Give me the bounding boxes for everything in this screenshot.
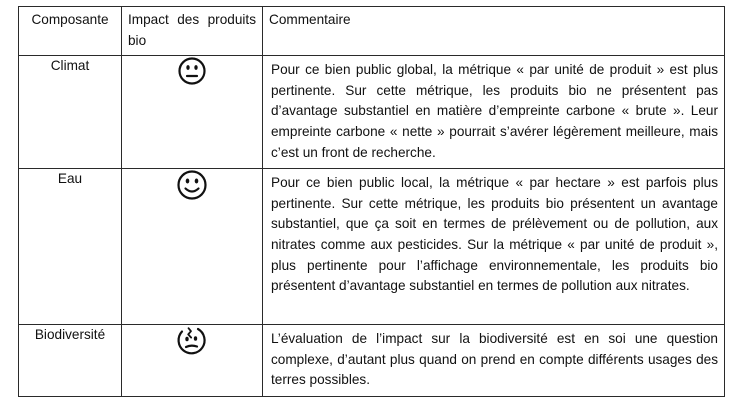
component-cell: Biodiversité [19, 325, 122, 397]
comment-cell: Pour ce bien public local, la métrique « par hectare » est parfois plus pertinente. Sur cette métrique, les produits bio présentent un avantage substantiel, que ça soit en termes de prélèvement ou de pollution, aux nitrates comme aux pesticides. Sur la métrique « par unité de produit », plus pertinente pour l’affichage environnementale, les produits bio présentent d’avantage substantiel en termes de pollution aux nitrates. [263, 169, 725, 325]
table-row [19, 169, 725, 325]
component-cell: Climat [19, 56, 122, 169]
header-component: Composante [19, 7, 122, 56]
header-impact: Impact des produits bio [122, 7, 263, 56]
header-comment: Commentaire [263, 7, 725, 56]
table-row [19, 56, 725, 169]
component-cell: Eau [19, 169, 122, 325]
confused-face-icon [175, 325, 209, 357]
table-row [19, 325, 725, 397]
comment-cell: L’évaluation de l’impact sur la biodiversité est en soi une question complexe, d’autant plus quand on prend en compte différents usages des terres possibles. [263, 325, 725, 397]
impact-table [18, 6, 725, 397]
comment-cell: Pour ce bien public global, la métrique « par unité de produit » est plus pertinente. Sur cette métrique, les produits bio ne présentent pas d’avantage substantiel en matière d’empreinte carbone « brute ». Leur empreinte carbone « nette » pourrait s’avérer légèrement meilleure, mais c’est un front de recherche. [263, 56, 725, 169]
smiling-face-icon [176, 169, 208, 201]
neutral-face-icon [177, 56, 207, 86]
table-header-row [19, 7, 725, 56]
